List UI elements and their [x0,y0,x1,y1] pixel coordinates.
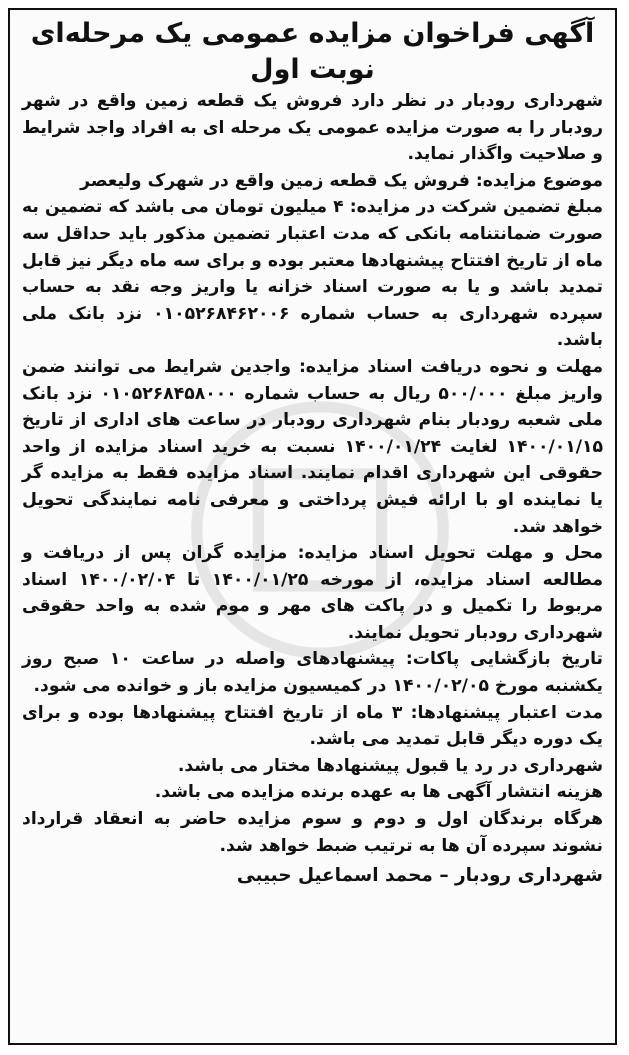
notice-title: آگهی فراخوان مزایده عمومی یک مرحله‌ای [30,18,595,49]
opening-text: پیشنهادهای واصله در ساعت ۱۰ صبح روز یکشنبه مورخ ۱۴۰۰/۰۲/۰۵ در کمیسیون مزایده باز و خوانده می شود. [22,649,603,697]
subject-paragraph [22,168,603,195]
reject-line: شهرداری در رد یا قبول پیشنهادها مختار می باشد. [177,755,603,776]
opening-label: تاریخ بازگشایی پاکات: [405,649,604,670]
documents-text: واجدین شرایط می توانند ضمن واریز مبلغ ۵۰۰/۰۰۰ ریال به حساب شماره ۰۱۰۵۲۶۸۴۵۸۰۰۰ نزد بانک ملی شعبه رودبار بنام شهرداری رودبار در ساعت های اداری از تاریخ ۱۴۰۰/۰۱/۱۵ لغایت ۱۴۰۰/۰۱/۲۴ نسبت به خرید اسناد مزایده از واحد حقوقی این شهرداری اقدام نمایند. اسناد مزایده فقط به مزایده گر یا نماینده او با ارائه فیش پرداختی و معرفی نامه نمایندگی تحویل خواهد شد. [22,356,604,537]
documents-paragraph [22,354,603,540]
subject-text: فروش یک قطعه زمین واقع در شهرک ولیعصر [80,170,470,191]
signature: شهرداری رودبار – محمد اسماعیل حبیبی [236,865,603,887]
guarantee-paragraph [22,194,603,354]
notice-content [22,16,603,1037]
forfeit-line: هرگاه برندگان اول و دوم و سوم مزایده حاضر به انعقاد قرارداد نشوند سپرده آن ها به ترتیب ضبط خواهد شد. [22,809,603,856]
notice-round: نوبت اول [250,54,375,85]
delivery-paragraph [22,540,603,646]
delivery-label: محل و مهلت تحویل اسناد مزایده: [297,543,604,564]
validity-text: ۳ ماه از تاریخ افتتاح پیشنهادها بوده و برای یک دوره دیگر قابل تمدید می باشد. [22,702,603,750]
delivery-text: مزایده گران پس از دریافت و مطالعه اسناد مزایده، از مورخه ۱۴۰۰/۰۱/۲۵ تا ۱۴۰۰/۰۲/۰۴ اسناد مربوط را تکمیل و در پاکت های مهر و موم شده به واحد حقوقی شهرداری رودبار تحویل نمایند. [22,543,604,643]
cost-line: هزینه انتشار آگهی ها به عهده برنده مزایده می باشد. [154,782,603,803]
documents-label: مهلت و نحوه دریافت اسناد مزایده: [298,356,603,377]
opening-paragraph [22,646,603,699]
validity-paragraph [22,700,603,753]
validity-label: مدت اعتبار پیشنهادها: [410,702,603,723]
subject-label: موضوع مزایده: [475,170,603,191]
notice-frame [8,8,617,1045]
guarantee-text: ۴ میلیون تومان می باشد که تضمین به صورت ضمانتنامه بانکی که مدت اعتبار تضمین مذکور باید حداقل سه ماه از تاریخ افتتاح پیشنهادها معتبر بوده و برای سه ماه دیگر نیز قابل تمدید باشد و یا به صورت اسناد خزانه یا واریز وجه نقد به حساب سپرده شهرداری به حساب شماره ۰۱۰۵۲۶۸۴۶۲۰۰۶ نزد بانک ملی باشد. [22,197,603,351]
guarantee-label: مبلغ تضمین شرکت در مزایده: [349,197,604,218]
intro-paragraph: شهرداری رودبار در نظر دارد فروش یک قطعه زمین واقع در شهر رودبار را به صورت مزایده عمومی یک مرحله ای به افراد واجد شرایط و صلاحیت واگذار نماید. [22,91,603,165]
